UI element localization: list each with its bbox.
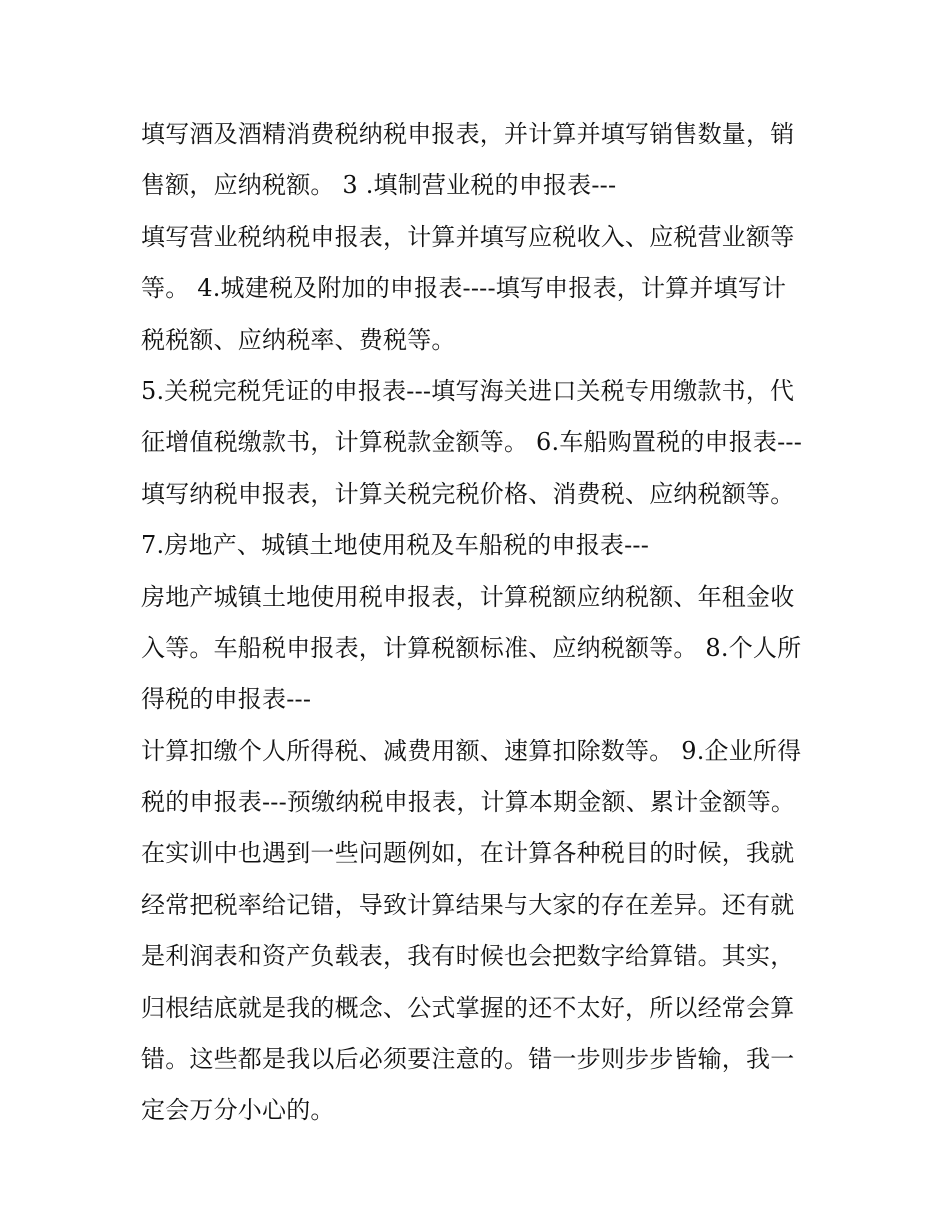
text-line: 入等。车船税申报表，计算税额标准、应纳税额等。 8.个人所 — [141, 633, 802, 662]
text-line: 售额，应纳税额。 3 .填制营业税的申报表--- — [141, 171, 617, 200]
text-line: 填写营业税纳税申报表，计算并填写应税收入、应税营业额等 — [141, 222, 795, 251]
text-line: 7.房地产、城镇土地使用税及车船税的申报表--- — [141, 531, 650, 560]
text-line: 在实训中也遇到一些问题例如，在计算各种税目的时候，我就 — [141, 839, 795, 868]
text-line: 税税额、应纳税率、费税等。 — [141, 325, 456, 354]
text-line: 5.关税完税凭证的申报表---填写海关进口关税专用缴款书，代 — [141, 376, 795, 405]
text-line: 得税的申报表--- — [141, 685, 312, 714]
text-line: 经常把税率给记错，导致计算结果与大家的存在差异。还有就 — [141, 890, 795, 919]
text-line: 房地产城镇土地使用税申报表，计算税额应纳税额、年租金收 — [141, 582, 795, 611]
text-line: 等。 4.城建税及附加的申报表----填写申报表，计算并填写计 — [141, 274, 787, 303]
text-line: 计算扣缴个人所得税、减费用额、速算扣除数等。 9.企业所得 — [141, 736, 802, 765]
text-line: 是利润表和资产负载表，我有时候也会把数字给算错。其实， — [141, 942, 795, 971]
text-line: 定会万分小心的。 — [141, 1096, 335, 1125]
text-line: 征增值税缴款书，计算税款金额等。 6.车船购置税的申报表--- — [141, 428, 803, 457]
text-line: 填写酒及酒精消费税纳税申报表，并计算并填写销售数量，销 — [141, 120, 795, 148]
text-line: 归根结底就是我的概念、公式掌握的还不太好，所以经常会算 — [141, 993, 795, 1022]
text-line: 税的申报表---预缴纳税申报表，计算本期金额、累计金额等。 — [141, 788, 796, 817]
body-text — [141, 109, 821, 1137]
text-line: 错。这些都是我以后必须要注意的。错一步则步步皆输，我一 — [141, 1045, 795, 1074]
text-line: 填写纳税申报表，计算关税完税价格、消费税、应纳税额等。 — [141, 479, 795, 508]
